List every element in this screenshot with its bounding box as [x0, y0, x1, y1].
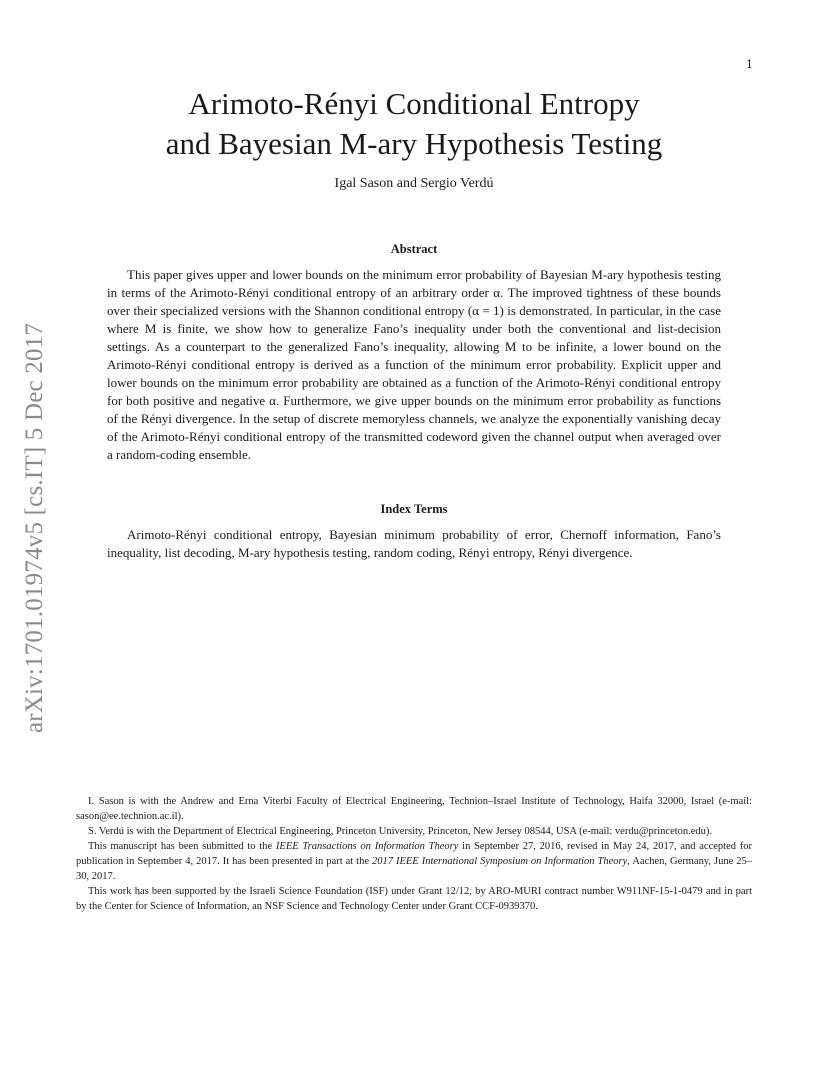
- page-number: 1: [746, 58, 753, 71]
- abstract-heading: Abstract: [390, 242, 438, 256]
- footnote-manuscript-part-3: , Aachen, Germany, June 25–30, 2017.: [76, 856, 752, 882]
- footnotes: [76, 794, 752, 914]
- index-terms-text: Arimoto-Rényi conditional entropy, Bayesian minimum probability of error, Chernoff information, Fano’s inequality, list decoding, M-ary hypothesis testing, random coding, Rényi entropy, Rényi divergence.: [107, 527, 721, 560]
- footnote-sason: I. Sason is with the Andrew and Erna Viterbi Faculty of Electrical Engineering, Technion–Israel Institute of Technology, Haifa 32000, Israel (e-mail: sason@ee.technion.ac.il).: [76, 796, 752, 822]
- footnote-funding: This work has been supported by the Israeli Science Foundation (ISF) under Grant 12/12, by ARO-MURI contract number W911NF-15-1-0479 and in part by the Center for Science of Information, an NSF Science and Technology Center under Grant CCF-0939370.: [76, 886, 752, 912]
- authors: Igal Sason and Sergio Verdú: [334, 176, 494, 191]
- footnote-manuscript: [76, 839, 752, 884]
- journal-name: IEEE Transactions on Information Theory: [275, 841, 459, 852]
- arxiv-stamp: [20, 300, 50, 755]
- index-terms-heading: Index Terms: [380, 502, 448, 516]
- title-line-2: and Bayesian M-ary Hypothesis Testing: [165, 126, 663, 161]
- footnote-verdu: S. Verdú is with the Department of Electrical Engineering, Princeton University, Princeton, New Jersey 08544, USA (e-mail: verdu@princeton.edu).: [88, 826, 713, 837]
- footnote-manuscript-part-1: This manuscript has been submitted to the: [88, 841, 276, 852]
- title-line-1: Arimoto-Rényi Conditional Entropy: [188, 86, 640, 121]
- footnote-manuscript-part-2: in September 27, 2016, revised in May 24, 2017, and accepted for publication in September 4, 2017. It has been presented in part at the: [76, 841, 752, 867]
- arxiv-stamp-text: arXiv:1701.01974v5 [cs.IT] 5 Dec 2017: [21, 322, 48, 733]
- symposium-name: 2017 IEEE International Symposium on Information Theory: [371, 856, 628, 867]
- paper-title: [0, 84, 828, 164]
- abstract-text: This paper gives upper and lower bounds on the minimum error probability of Bayesian M-ary hypothesis testing in terms of the Arimoto-Rényi conditional entropy of an arbitrary order α. The improved tightness of these bounds over their specialized versions with the Shannon conditional entropy (α = 1) is demonstrated. In particular, in the case where M is finite, we show how to generalize Fano’s inequality under both the conventional and list-decision settings. As a counterpart to the generalized Fano’s inequality, allowing M to be infinite, a lower bound on the Arimoto-Rényi conditional entropy is derived as a function of the minimum error probability. Explicit upper and lower bounds on the minimum error probability are obtained as a function of the Arimoto-Rényi conditional entropy for both positive and negative α. Furthermore, we give upper bounds on the minimum error probability as functions of the Rényi divergence. In the setup of discrete memoryless channels, we analyze the exponentially vanishing decay of the Arimoto-Rényi conditional entropy of the transmitted codeword given the channel output when averaged over a random-coding ensemble.: [107, 267, 721, 462]
